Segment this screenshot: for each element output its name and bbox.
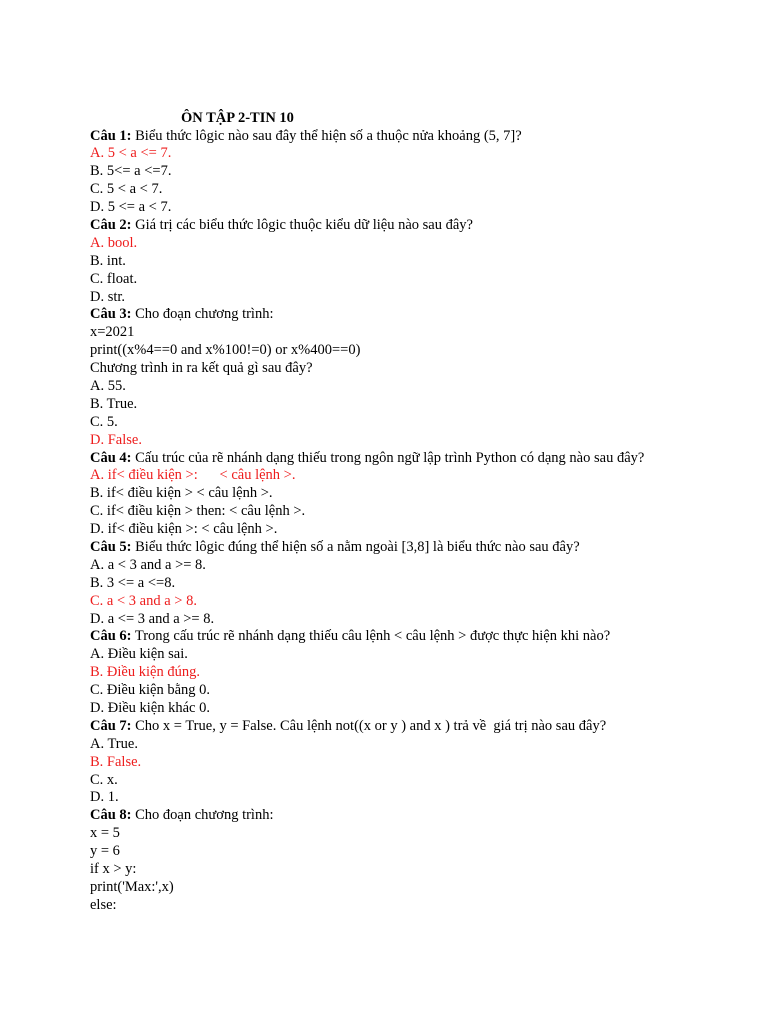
- q3-code-line: x=2021: [90, 324, 135, 341]
- question-8: [90, 807, 750, 825]
- q8-code-line: x = 5: [90, 825, 120, 842]
- q8-code-line: y = 6: [90, 843, 120, 860]
- question-text: Giá trị các biểu thức lôgic thuộc kiểu dữ liệu nào sau đây?: [131, 216, 473, 233]
- q7-option-a: A. True.: [90, 735, 138, 752]
- q8-code-line: else:: [90, 896, 117, 913]
- question-text: Cho đoạn chương trình:: [131, 807, 274, 824]
- q1-option-b: B. 5<= a <=7.: [90, 163, 172, 180]
- question-text: Biểu thức lôgic đúng thể hiện số a nằm ngoài [3,8] là biểu thức nào sau đây?: [131, 538, 580, 555]
- q6-option-b: B. Điều kiện đúng.: [90, 664, 200, 681]
- q2-option-d: D. str.: [90, 288, 126, 305]
- question-text: Cấu trúc của rẽ nhánh dạng thiếu trong ngôn ngữ lập trình Python có dạng nào sau đây?: [131, 449, 645, 466]
- q2-option-c: C. float.: [90, 270, 138, 287]
- question-label: Câu 4:: [90, 449, 132, 466]
- question-label: Câu 7:: [90, 717, 132, 734]
- q7-option-c: C. x.: [90, 771, 118, 788]
- q5-option-b: B. 3 <= a <=8.: [90, 574, 176, 591]
- question-label: Câu 2:: [90, 216, 132, 233]
- question-text: Cho đoạn chương trình:: [131, 306, 274, 323]
- q5-option-a: A. a < 3 and a >= 8.: [90, 556, 206, 573]
- q5-option-c: C. a < 3 and a > 8.: [90, 592, 197, 609]
- q7-option-b: B. False.: [90, 753, 142, 770]
- question-label: Câu 3:: [90, 306, 132, 323]
- question-text: Trong cấu trúc rẽ nhánh dạng thiếu câu lệnh < câu lệnh > được thực hiện khi nào?: [131, 628, 611, 645]
- q8-code-line: if x > y:: [90, 861, 137, 878]
- question-label: Câu 1:: [90, 127, 132, 144]
- q2-option-b: B. int.: [90, 252, 126, 269]
- question-2: [90, 217, 750, 235]
- question-6: [90, 628, 750, 646]
- q4-option-c: C. if< điều kiện > then: < câu lệnh >.: [90, 503, 306, 520]
- q3-option-b: B. True.: [90, 395, 138, 412]
- question-text: Biểu thức lôgic nào sau đây thể hiện số a thuộc nửa khoảng (5, 7]?: [131, 127, 522, 144]
- question-7: [90, 718, 750, 736]
- q3-option-d: D. False.: [90, 431, 142, 448]
- q4-option-b: B. if< điều kiện > < câu lệnh >.: [90, 485, 273, 502]
- q4-option-d: D. if< điều kiện >: < câu lệnh >.: [90, 521, 278, 538]
- question-1: [90, 128, 750, 146]
- question-label: Câu 6:: [90, 628, 132, 645]
- q1-option-a: A. 5 < a <= 7.: [90, 145, 172, 162]
- q3-prompt: Chương trình in ra kết quả gì sau đây?: [90, 360, 313, 377]
- quiz-content: [90, 128, 750, 915]
- q7-option-d: D. 1.: [90, 789, 119, 806]
- question-3: [90, 306, 750, 324]
- q3-option-c: C. 5.: [90, 413, 118, 430]
- q6-option-a: A. Điều kiện sai.: [90, 646, 188, 663]
- question-label: Câu 8:: [90, 807, 132, 824]
- q8-code-line: print('Max:',x): [90, 878, 174, 895]
- question-label: Câu 5:: [90, 538, 132, 555]
- q1-option-d: D. 5 <= a < 7.: [90, 199, 172, 216]
- q6-option-c: C. Điều kiện bằng 0.: [90, 682, 211, 699]
- q4-option-a: A. if< điều kiện >: < câu lệnh >.: [90, 467, 296, 484]
- q3-code-line: print((x%4==0 and x%100!=0) or x%400==0): [90, 342, 361, 359]
- q5-option-d: D. a <= 3 and a >= 8.: [90, 610, 215, 627]
- q3-option-a: A. 55.: [90, 377, 126, 394]
- q6-option-d: D. Điều kiện khác 0.: [90, 700, 210, 716]
- question-5: [90, 539, 750, 557]
- q2-option-a: A. bool.: [90, 234, 138, 251]
- question-text: Cho x = True, y = False. Câu lệnh not((x or y ) and x ) trả về giá trị nào sau đây?: [131, 717, 607, 734]
- page-title: ÔN TẬP 2-TIN 10: [181, 110, 294, 126]
- question-4: [90, 450, 750, 468]
- q1-option-c: C. 5 < a < 7.: [90, 181, 163, 198]
